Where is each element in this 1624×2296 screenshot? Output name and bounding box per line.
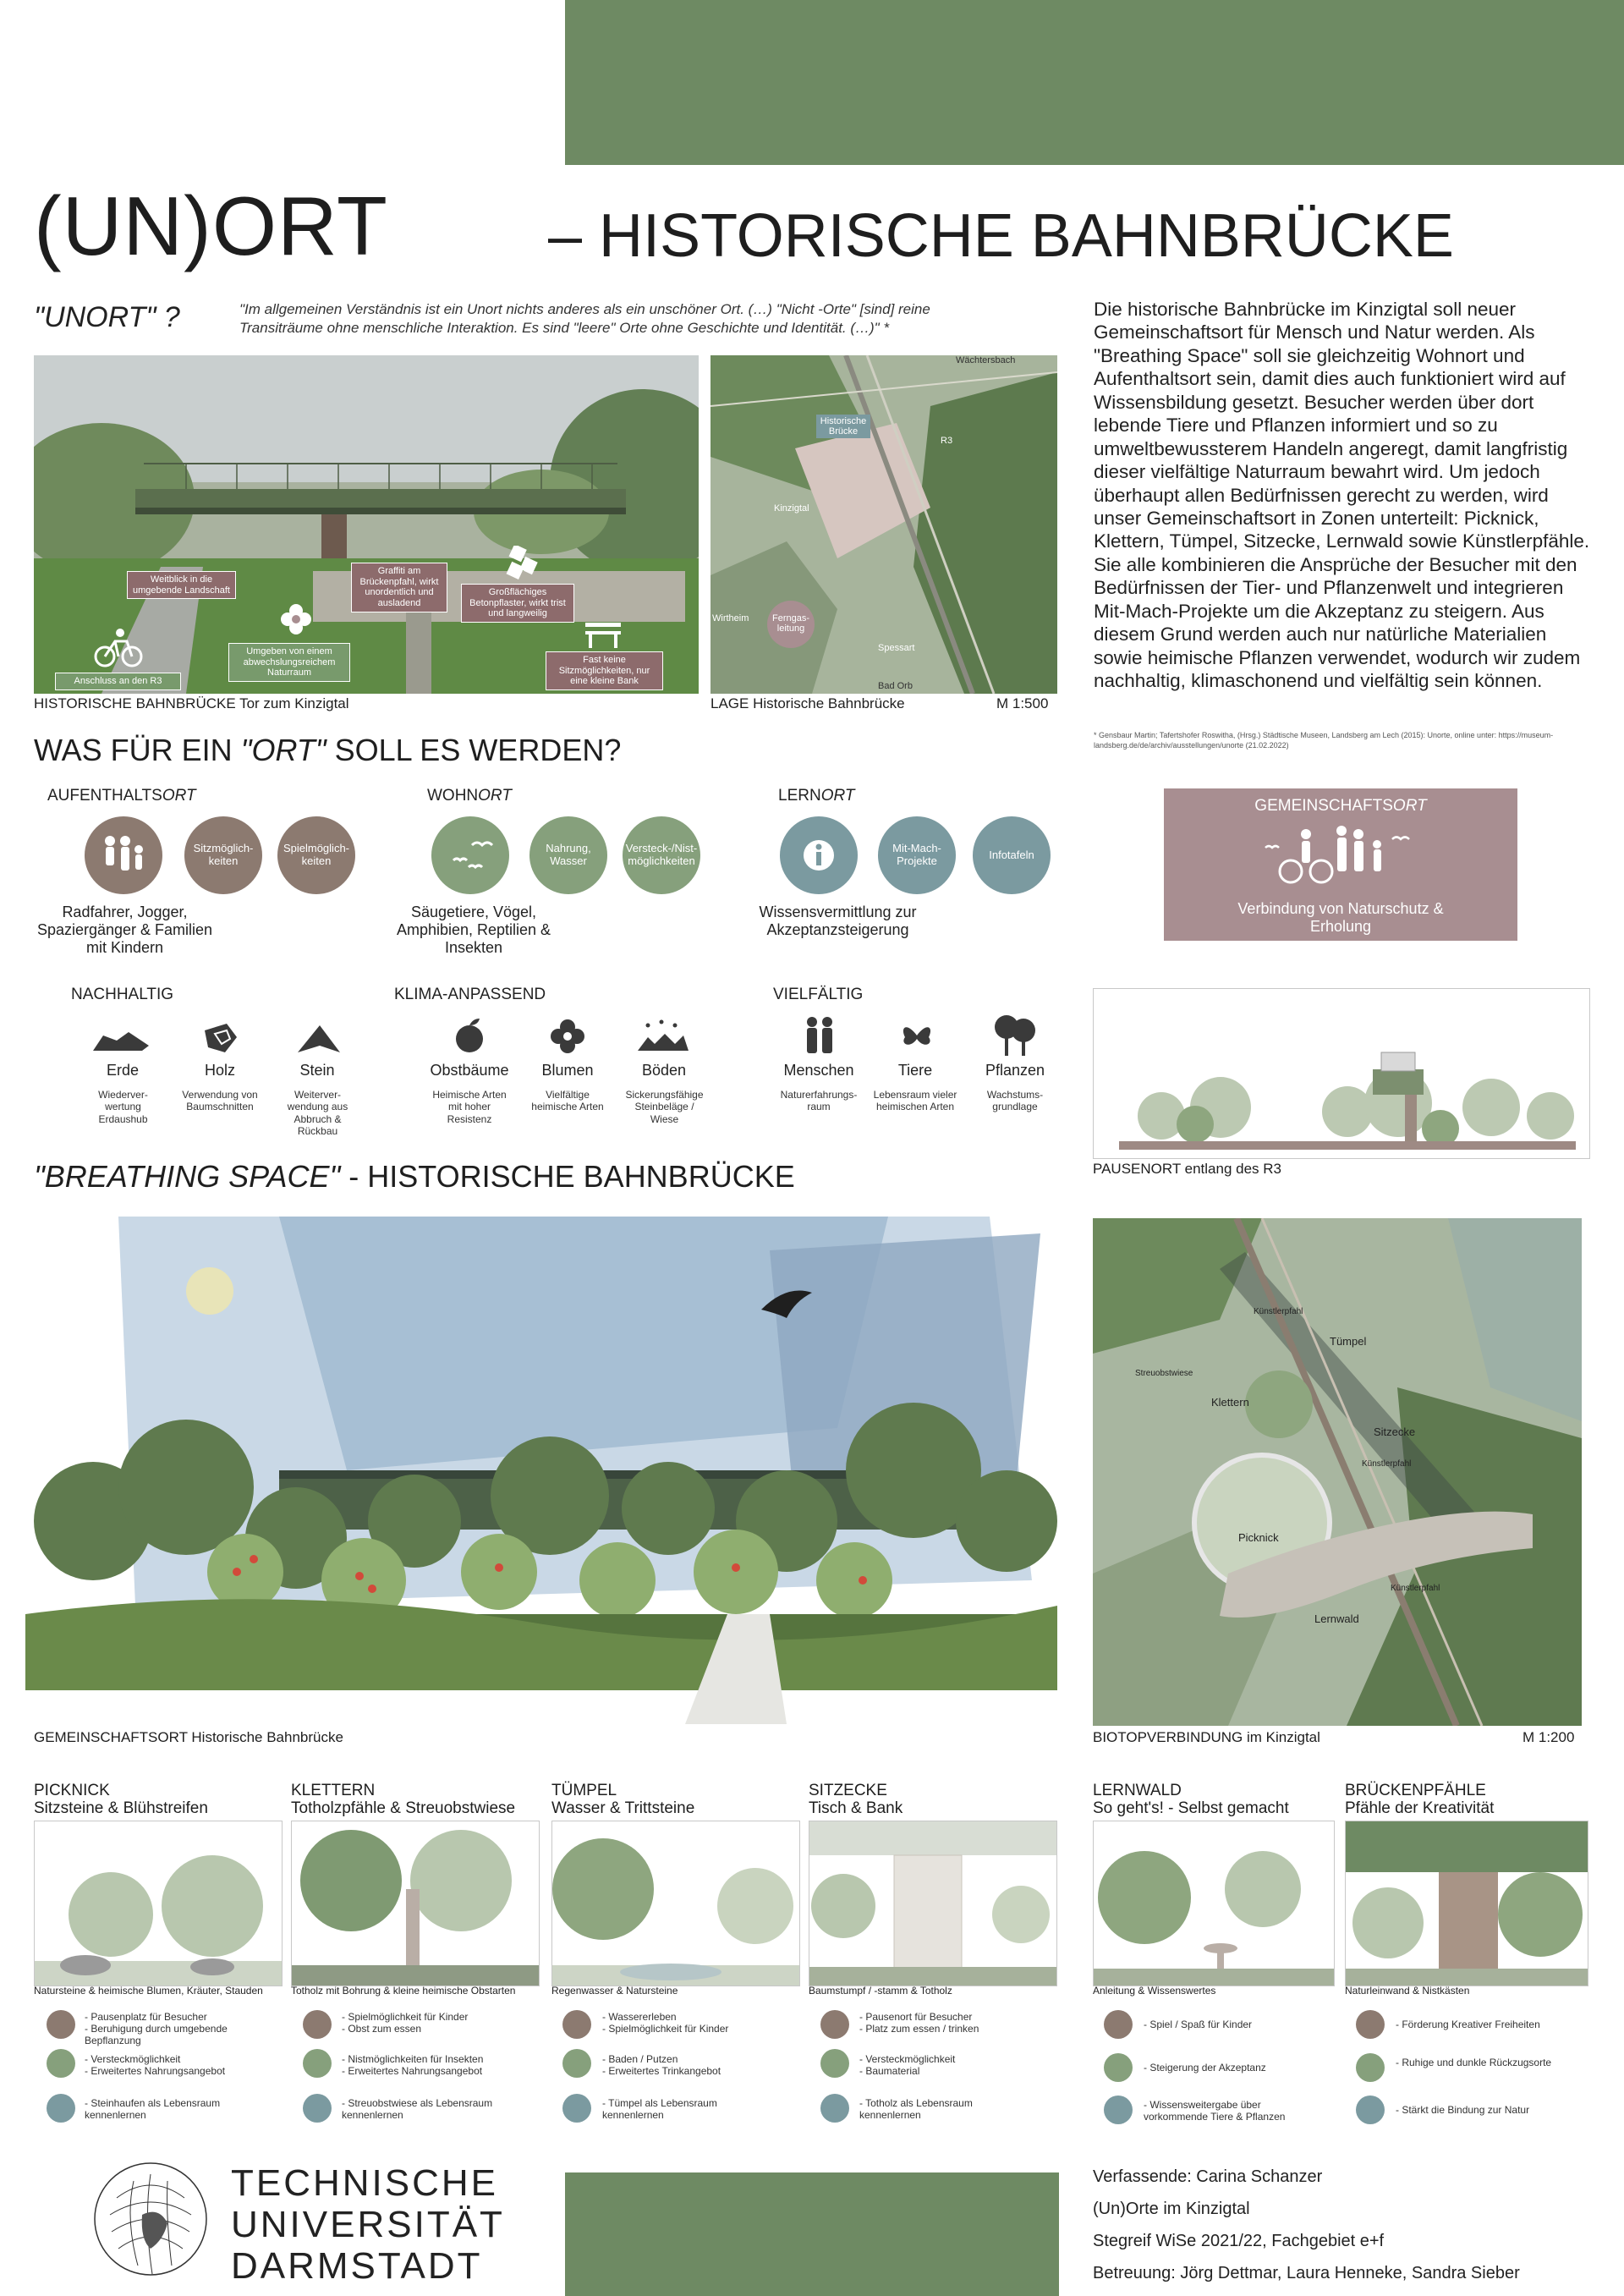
intro-text: Die historische Bahnbrücke im Kinzigtal soll neuer Gemeinschaftsort für Mensch und Natur werden. Als "Breathing Space" soll sie gleichzeitig Wohnort und Aufenthaltsort sein, damit dies auch funktioniert wird auf Wissensbildung gesetzt. Besucher werden über dort lebende Tiere und Pflanzen informiert und so zu umweltbewussterem Handeln angeregt, damit langfristig dieser vielfältige Naturraum bewahrt wird. Um jedoch überhaupt allen Bedürfnissen gerecht zu werden, wird unser Gemeinschaftsort in Zonen unterteilt: Picknick, Klettern, Tümpel, Sitzecke, Lernwald sowie Künstlerpfähle. Sie alle kombinieren die Ansprüche der Besucher mit den Bedürfnissen der Tier- und Pflanzenwelt und integrieren Mit-Mach-Projekte um die Akzeptanz zu steigern. Aus diesem Grund werden auch nur natürliche Materialien sowie heimische Pflanzen verwendet, wodurch wir zudem nachhaltig, klimaschonend und vielfältig sein können. [1094, 299, 1590, 691]
fruit-tree-icon [448, 1015, 491, 1056]
bicycle-icon [93, 626, 144, 668]
nachhaltig-erde-label: Erde [106, 1062, 140, 1079]
community-icon [1257, 822, 1426, 886]
pausenort-illustration [1094, 989, 1589, 1158]
university-name-line1: TECHNISCHE [231, 2162, 499, 2204]
biotop-label-0: Künstlerpfahl [1254, 1307, 1303, 1316]
zone-sitzecke-bird-icon [820, 2049, 849, 2078]
zone-bruecke-bird-icon [1356, 2053, 1385, 2082]
zone-klettern-b1: - Spielmöglichkeit für Kinder - Obst zum essen [342, 2011, 469, 2035]
university-name-line2: UNIVERSITÄT [231, 2204, 505, 2245]
credit-supervision: Betreuung: Jörg Dettmar, Laura Henneke, Sandra Sieber [1093, 2264, 1520, 2282]
biotop-label-3: Klettern [1211, 1396, 1249, 1409]
birds-icon [447, 837, 494, 874]
aufenthalt-heading [47, 787, 196, 805]
paving-icon [503, 546, 540, 583]
biotop-label-2: Streuobstwiese [1135, 1369, 1193, 1378]
breathing-heading-italic: "BREATHING SPACE" [34, 1159, 341, 1194]
question-heading-post: SOLL ES WERDEN? [326, 733, 622, 767]
biotop-scale: M 1:200 [1522, 1729, 1575, 1745]
zone-sitzecke-b2: - Versteckmöglichkeit - Baumaterial [859, 2053, 956, 2077]
zone-lernwald-title: LERNWALD [1093, 1782, 1182, 1799]
klima-blumen-desc: Vielfältige heimische Arten [531, 1089, 604, 1113]
zone-klettern-subtitle: Totholzpfähle & Streuobstwiese [291, 1799, 516, 1817]
klima-obst-label: Obstbäume [430, 1062, 509, 1079]
wohn-birds-circle [431, 816, 509, 894]
nachhaltig-stein-label: Stein [299, 1062, 335, 1079]
zone-klettern-bird-icon [303, 2049, 332, 2078]
zone-lernwald-illustration [1094, 1821, 1334, 1986]
wohn-desc: Säugetiere, Vögel, Amphibien, Reptilien & Insekten [396, 904, 551, 956]
soil-icon [636, 1019, 690, 1054]
gemeinschaft-heading [1164, 797, 1517, 816]
zone-klettern-b2: - Nistmöglichkeiten für Insekten - Erweitertes Nahrungsangebot [342, 2053, 484, 2077]
zone-tuempel-subtitle: Wasser & Trittsteine [551, 1799, 695, 1817]
zone-lernwald-subtitle: So geht's! - Selbst gemacht [1093, 1799, 1289, 1817]
zone-tuempel-b3: - Tümpel als Lebensraum kennenlernen [602, 2097, 717, 2121]
flowers-icon [548, 1017, 587, 1056]
zone-tuempel-bird-icon [562, 2049, 591, 2078]
klima-boeden-desc: Sickerungsfähige Steinbeläge / Wiese [625, 1089, 704, 1125]
zone-picknick-subtitle: Sitzsteine & Blühstreifen [34, 1799, 208, 1817]
zone-klettern-illustration [292, 1821, 539, 1986]
aufenthalt-heading-ort: ORT [162, 787, 196, 805]
pausenort-caption: PAUSENORT entlang des R3 [1093, 1161, 1282, 1177]
zone-klettern-info-icon [303, 2094, 332, 2123]
zone-sitzecke-people-icon [820, 2010, 849, 2039]
photo-tag-weitblick: Weitblick in die umgebende Landschaft [127, 571, 236, 599]
map-label-waechtersbach: Wächtersbach [956, 355, 1016, 365]
zone-bruecke-b3: - Stärkt die Bindung zur Natur [1396, 2104, 1530, 2116]
pausenort-section [1093, 988, 1590, 1159]
klima-blumen-label: Blumen [541, 1062, 594, 1079]
gemeinschaft-heading-pre: GEMEINSCHAFTS [1254, 797, 1393, 815]
location-map [710, 355, 1057, 694]
biotop-label-4: Sitzecke [1374, 1425, 1416, 1438]
zone-tuempel-caption: Regenwasser & Natursteine [551, 1985, 678, 1997]
collage-illustration [25, 1217, 1057, 1724]
gemeinschaft-box [1164, 788, 1517, 941]
zone-bruecke-b1: - Förderung Kreativer Freiheiten [1396, 2019, 1540, 2030]
question-heading [34, 733, 621, 768]
unort-quote-2: Transiträume ohne menschliche Interaktion. Es sind "leere" Orte ohne Geschichte und Identität. (…)" * [239, 320, 890, 336]
wohn-nahrung-circle: Nahrung, Wasser [529, 816, 607, 894]
zone-bruecke-image [1345, 1821, 1588, 1986]
vielfaeltig-menschen-desc: Naturerfahrungs-raum [780, 1089, 858, 1113]
nachhaltig-holz-label: Holz [204, 1062, 235, 1079]
lern-desc: Wissensvermittlung zur Akzeptanzsteigerung [759, 904, 917, 938]
footnote: * Gensbaur Martin; Tafertshofer Roswitha, (Hrsg.) Städtische Museen, Landsberg am Lech (2015): Unorte, online unter: https://museum-landsberg.de/de/archiv/ausstellungen/unorte (21.02.2022) [1094, 731, 1554, 750]
lern-heading-pre: LERN [778, 787, 821, 805]
zone-picknick-caption: Natursteine & heimische Blumen, Kräuter, Stauden [34, 1985, 263, 1997]
biotop-map-illustration [1093, 1218, 1582, 1726]
vielfaeltig-pflanzen-label: Pflanzen [985, 1062, 1045, 1079]
credit-author: Verfassende: Carina Schanzer [1093, 2167, 1323, 2186]
wohn-heading-ort: ORT [478, 787, 512, 805]
lern-infotafeln-circle: Infotafeln [973, 816, 1051, 894]
nachhaltig-heading: NACHHALTIG [71, 986, 174, 1003]
zone-picknick-b1: - Pausenplatz für Besucher - Beruhigung durch umgebende Bepflanzung [85, 2011, 228, 2046]
unort-quote-1: "Im allgemeinen Verständnis ist ein Unort nichts anderes als ein unschöner Ort. (…) "Nicht -Orte" [sind] reine [239, 301, 930, 317]
zone-bruecke-subtitle: Pfähle der Kreativität [1345, 1799, 1495, 1817]
vielfaeltig-pflanzen-desc: Wachstums-grundlage [986, 1089, 1044, 1113]
map-label-badorb: Bad Orb [878, 681, 913, 691]
map-label-spessart: Spessart [878, 643, 915, 653]
zone-klettern-caption: Totholz mit Bohrung & kleine heimische Obstarten [291, 1985, 516, 1997]
university-logo [91, 2156, 210, 2282]
zone-tuempel-title: TÜMPEL [551, 1782, 617, 1799]
zone-sitzecke-image [809, 1821, 1057, 1986]
map-label-kinzigtal: Kinzigtal [774, 503, 809, 514]
aufenthalt-people-circle [85, 816, 162, 894]
zone-sitzecke-b3: - Totholz als Lebensraum kennenlernen [859, 2097, 973, 2121]
lern-heading [778, 787, 854, 805]
photo-tag-graffiti: Graffiti am Brückenpfahl, wirkt unordentlich und ausladend [351, 563, 447, 612]
credit-project: (Un)Orte im Kinzigtal [1093, 2200, 1250, 2218]
zone-bruecke-title: BRÜCKENPFÄHLE [1345, 1782, 1486, 1799]
breathing-space-collage [25, 1217, 1057, 1724]
zone-tuempel-info-icon [562, 2094, 591, 2123]
credit-course: Stegreif WiSe 2021/22, Fachgebiet e+f [1093, 2232, 1385, 2250]
location-map-scale: M 1:500 [996, 695, 1049, 711]
zone-picknick-info-icon [47, 2094, 75, 2123]
aufenthalt-desc: Radfahrer, Jogger, Spaziergänger & Familien mit Kindern [36, 904, 213, 956]
family-icon [96, 834, 151, 876]
zone-picknick-illustration [35, 1821, 282, 1986]
zone-sitzecke-info-icon [820, 2094, 849, 2123]
zone-klettern-title: KLETTERN [291, 1782, 376, 1799]
zone-klettern-image [291, 1821, 540, 1986]
map-label-ferngas: Ferngas-leitung [771, 613, 810, 634]
biotop-label-7: Künstlerpfahl [1391, 1584, 1440, 1593]
biotop-label-1: Tümpel [1330, 1335, 1367, 1348]
zone-sitzecke-illustration [809, 1821, 1056, 1986]
zone-picknick-b2: - Versteckmöglichkeit - Erweitertes Nahrungsangebot [85, 2053, 226, 2077]
vielfaeltig-menschen-label: Menschen [783, 1062, 854, 1079]
page-title-right: – HISTORISCHE BAHNBRÜCKE [548, 202, 1454, 270]
gemeinschaft-heading-ort: ORT [1392, 797, 1427, 815]
page-title-left: (UN)ORT [34, 179, 388, 272]
people-icon [800, 1015, 839, 1056]
lern-mitmach-circle: Mit-Mach-Projekte [878, 816, 956, 894]
zone-bruecke-people-icon [1356, 2010, 1385, 2039]
zone-lernwald-b1: - Spiel / Spaß für Kinder [1144, 2019, 1253, 2030]
collage-caption: GEMEINSCHAFTSORT Historische Bahnbrücke [34, 1729, 343, 1745]
klima-boeden-label: Böden [641, 1062, 687, 1079]
zone-lernwald-info-icon [1104, 2096, 1133, 2124]
aufenthalt-heading-pre: AUFENTHALTS [47, 787, 162, 805]
zone-tuempel-b2: - Baden / Putzen - Erweitertes Trinkangebot [602, 2053, 721, 2077]
zone-lernwald-b3: - Wissensweitergabe über vorkommende Tiere & Pflanzen [1144, 2099, 1286, 2123]
zone-sitzecke-b1: - Pausenort für Besucher - Platz zum essen / trinken [859, 2011, 979, 2035]
map-label-r3: R3 [941, 436, 953, 446]
photo-tag-sitz: Fast keine Sitzmöglichkeiten, nur eine kleine Bank [546, 651, 663, 690]
zone-sitzecke-caption: Baumstumpf / -stamm & Totholz [809, 1985, 952, 1997]
aufenthalt-spiel-circle: Spielmöglich-keiten [277, 816, 355, 894]
photo-tag-r3: Anschluss an den R3 [55, 673, 181, 690]
lern-heading-ort: ORT [820, 787, 855, 805]
butterfly-icon [900, 1022, 934, 1051]
breathing-heading [34, 1159, 795, 1195]
zone-sitzecke-subtitle: Tisch & Bank [809, 1799, 903, 1817]
zone-klettern-people-icon [303, 2010, 332, 2039]
zone-lernwald-people-icon [1104, 2010, 1133, 2039]
bottom-green-band [565, 2172, 1059, 2296]
biotop-label-6: Picknick [1238, 1531, 1279, 1544]
wohn-heading [427, 787, 512, 805]
klima-heading: KLIMA-ANPASSEND [394, 986, 546, 1003]
zone-tuempel-people-icon [562, 2010, 591, 2039]
photo-tag-betonpflaster: Großflächiges Betonpflaster, wirkt trist und langweilig [461, 584, 574, 623]
earth-icon [91, 1025, 151, 1054]
flower-icon [277, 601, 315, 638]
zone-picknick-title: PICKNICK [34, 1782, 110, 1799]
trees-icon [990, 1012, 1040, 1057]
zone-lernwald-caption: Anleitung & Wissenswertes [1093, 1985, 1216, 1997]
question-heading-pre: WAS FÜR EIN [34, 733, 241, 767]
map-label-bruecke: Historische Brücke [816, 415, 870, 438]
zone-tuempel-image [551, 1821, 800, 1986]
bench-icon [584, 619, 623, 650]
biotop-map [1093, 1218, 1582, 1726]
vielfaeltig-heading: VIELFÄLTIG [773, 986, 864, 1003]
top-green-band [565, 0, 1624, 165]
bridge-photo [34, 355, 699, 694]
vielfaeltig-tiere-desc: Lebensraum vieler heimischen Arten [873, 1089, 957, 1113]
info-icon [802, 838, 836, 872]
nachhaltig-stein-desc: Weiterver-wendung aus Abbruch & Rückbau [287, 1089, 348, 1138]
zone-picknick-people-icon [47, 2010, 75, 2039]
wohn-heading-pre: WOHN [427, 787, 479, 805]
nachhaltig-erde-desc: Wiederver-wertung Erdaushub [98, 1089, 148, 1125]
vielfaeltig-tiere-label: Tiere [897, 1062, 933, 1079]
zone-bruecke-b2: - Ruhige und dunkle Rückzugsorte [1396, 2057, 1552, 2068]
zone-picknick-bird-icon [47, 2049, 75, 2078]
zone-klettern-b3: - Streuobstwiese als Lebensraum kennenlernen [342, 2097, 493, 2121]
stone-icon [296, 1022, 342, 1056]
biotop-label-8: Lernwald [1314, 1612, 1359, 1625]
university-name-line3: DARMSTADT [231, 2245, 483, 2287]
question-heading-ort: "ORT" [240, 733, 326, 767]
aufenthalt-sitz-circle: Sitzmöglich-keiten [184, 816, 262, 894]
biotop-caption: BIOTOPVERBINDUNG im Kinzigtal [1093, 1729, 1320, 1745]
zone-bruecke-caption: Naturleinwand & Nistkästen [1345, 1985, 1470, 1997]
zone-bruecke-illustration [1346, 1821, 1588, 1986]
zone-lernwald-bird-icon [1104, 2053, 1133, 2082]
wohn-versteck-circle: Versteck-/Nist-möglichkeiten [623, 816, 700, 894]
gemeinschaft-desc: Verbindung von Naturschutz & Erholung [1237, 900, 1444, 935]
zone-lernwald-image [1093, 1821, 1335, 1986]
zone-bruecke-info-icon [1356, 2096, 1385, 2124]
location-map-caption: LAGE Historische Bahnbrücke [710, 695, 905, 711]
zone-picknick-image [34, 1821, 283, 1986]
zone-lernwald-b2: - Steigerung der Akzeptanz [1144, 2062, 1266, 2074]
zone-picknick-b3: - Steinhaufen als Lebensraum kennenlernen [85, 2097, 221, 2121]
wood-icon [201, 1022, 240, 1056]
zone-sitzecke-title: SITZECKE [809, 1782, 887, 1799]
zone-tuempel-illustration [552, 1821, 799, 1986]
zone-tuempel-b1: - Wassererleben - Spielmöglichkeit für Kinder [602, 2011, 729, 2035]
map-label-wirtheim: Wirtheim [712, 613, 749, 623]
unort-heading: "UNORT" ? [34, 301, 180, 333]
photo-tag-naturraum: Umgeben von einem abwechslungsreichem Naturraum [228, 643, 350, 682]
breathing-heading-post: - HISTORISCHE BAHNBRÜCKE [340, 1159, 795, 1194]
biotop-label-5: Künstlerpfahl [1362, 1459, 1412, 1469]
bridge-photo-caption: HISTORISCHE BAHNBRÜCKE Tor zum Kinzigtal [34, 695, 349, 711]
nachhaltig-holz-desc: Verwendung von Baumschnitten [182, 1089, 258, 1113]
klima-obst-desc: Heimische Arten mit hoher Resistenz [432, 1089, 507, 1125]
lern-info-circle [780, 816, 858, 894]
